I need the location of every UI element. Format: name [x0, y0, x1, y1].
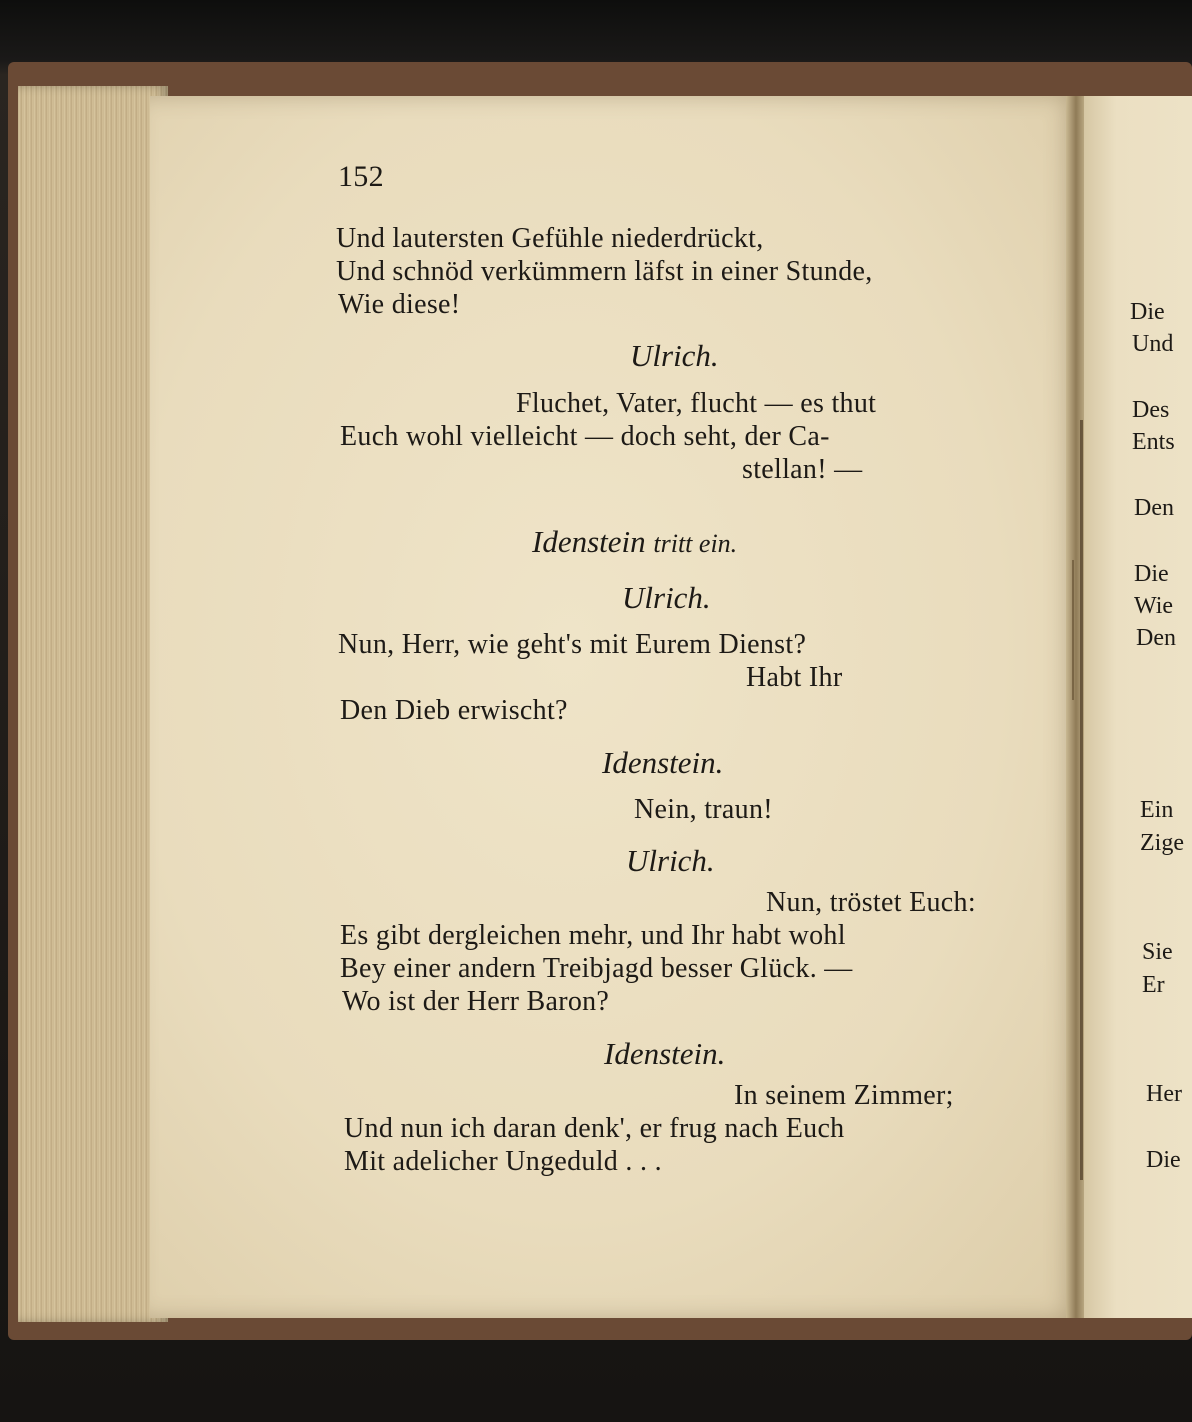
verse-line: Bey einer andern Treibjagd besser Glück. —	[340, 953, 853, 984]
right-page-fragment: Her	[1146, 1081, 1182, 1107]
verse-line: Fluchet, Vater, flucht — es thut	[516, 388, 877, 419]
speaker-name: Idenstein.	[602, 745, 724, 780]
verse-line: Mit adelicher Ungeduld . . .	[344, 1146, 662, 1177]
right-page-fragment: Den	[1136, 625, 1176, 651]
verse-line: Es gibt dergleichen mehr, und Ihr habt wohl	[340, 920, 846, 951]
stage-direction-text: tritt ein.	[653, 529, 738, 558]
right-page-fragment: Und	[1132, 331, 1174, 357]
right-page-fragment: Wie	[1134, 593, 1174, 619]
right-page-fragment: Den	[1134, 495, 1174, 521]
verse-line: Nun, tröstet Euch:	[766, 887, 976, 918]
verse-line: Und lautersten Gefühle niederdrückt,	[336, 223, 764, 254]
right-page-fragment: Des	[1132, 397, 1170, 423]
verse-line: In seinem Zimmer;	[734, 1080, 954, 1111]
page-shadow-line	[1072, 560, 1074, 700]
verse-line: Wie diese!	[338, 289, 461, 320]
right-page-fragment: Ein	[1140, 797, 1174, 823]
speaker-name: Ulrich.	[630, 338, 719, 373]
verse-line: Und nun ich daran denk', er frug nach Euch	[344, 1113, 845, 1144]
right-page-fragment: Ents	[1132, 429, 1175, 455]
verse-line: Nein, traun!	[634, 794, 773, 825]
page-number: 152	[338, 160, 384, 193]
verse-line: Nun, Herr, wie geht's mit Eurem Dienst?	[338, 629, 807, 660]
speaker-name: Ulrich.	[626, 843, 715, 878]
right-page-fragment: Die	[1146, 1147, 1181, 1173]
right-page	[1084, 96, 1192, 1318]
right-page-fragment: Die	[1134, 561, 1169, 587]
right-page-fragment: Er	[1142, 972, 1165, 998]
stage-direction-name: Idenstein	[532, 524, 646, 559]
book-gutter	[1066, 96, 1086, 1318]
speaker-name: Ulrich.	[622, 580, 711, 615]
verse-line: Den Dieb erwischt?	[340, 695, 568, 726]
page-edges	[18, 86, 168, 1322]
page-shadow-line	[1080, 420, 1083, 1180]
right-page-fragment: Sie	[1142, 939, 1173, 965]
verse-line: stellan! —	[742, 454, 863, 485]
speaker-name: Idenstein.	[604, 1036, 726, 1071]
verse-line: Wo ist der Herr Baron?	[342, 986, 610, 1017]
right-page-fragment: Die	[1130, 299, 1165, 325]
verse-line: Habt Ihr	[746, 662, 843, 693]
right-page-fragment: Zige	[1140, 830, 1184, 856]
verse-line: Euch wohl vielleicht — doch seht, der Ca-	[340, 421, 830, 452]
stage-direction	[532, 524, 737, 562]
verse-line: Und schnöd verkümmern läfst in einer Stunde,	[336, 256, 873, 287]
